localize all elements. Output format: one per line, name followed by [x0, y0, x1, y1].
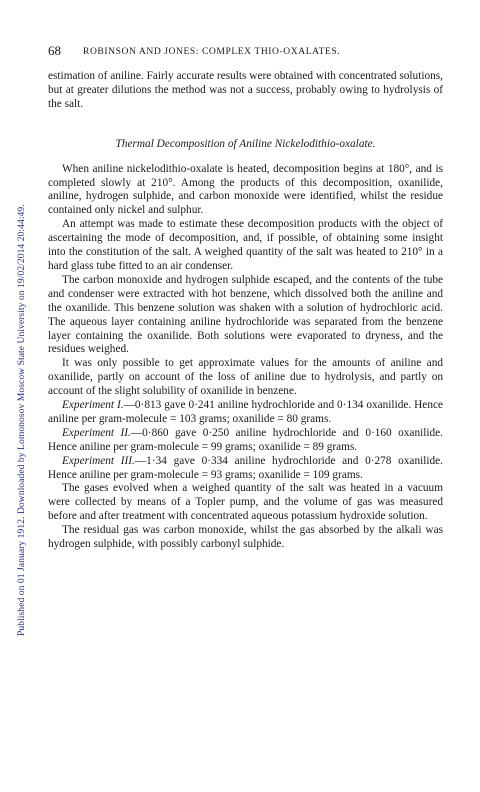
paragraph-approximate-values: It was only possible to get approximate values for the amounts of aniline and oxanilide, partly on account of the loss of aniline due to hydrolysis, and partly on account of the slight solubility of oxanilide in benzene.	[48, 357, 443, 398]
experiment-1-label: Experiment I.	[62, 399, 124, 412]
paragraph-decomposition: When aniline nickelodithio-oxalate is heated, decomposition begins at 180°, and is completed slowly at 210°. Among the products of this decomposition, oxanilide, aniline, hydrogen sulphide, and carbon monoxide were identified, whilst the residue contained only nickel and sulphur.	[48, 162, 443, 217]
experiment-3-label: Experiment III.	[62, 454, 135, 467]
experiment-2-label: Experiment II.	[62, 426, 131, 439]
experiment-1	[48, 399, 443, 427]
experiment-2-text: —0·860 gave 0·250 aniline hydrochloride and 0·160 oxanilide. Hence aniline per gram-molecule = 99 grams; oxanilide = 89 grams.	[48, 426, 443, 453]
running-header	[48, 44, 443, 60]
running-title: ROBINSON AND JONES: COMPLEX THIO-OXALATES.	[83, 46, 341, 57]
download-watermark	[4, 36, 27, 636]
page-number: 68	[48, 43, 61, 58]
experiment-3	[48, 455, 443, 483]
paragraph-gases-evolved: The gases evolved when a weighed quantity of the salt was heated in a vacuum were collected by means of a Topler pump, and the volume of gas was measured before and after treatment with concentrated aqueous potassium hydroxide solution.	[48, 482, 443, 523]
watermark-text: Published on 01 January 1912. Downloaded by Lomonosov Moscow State University on 19/02/2014 20:44:49.	[16, 204, 27, 636]
paragraph-estimation-attempt: An attempt was made to estimate these decomposition products with the object of ascertaining the mode of decomposition, and, if possible, of obtaining some insight into the constitution of the salt. A weighed quantity of the salt was heated to 210° in a hard glass tube fitted to an air condenser.	[48, 218, 443, 272]
experiment-3-text: —1·34 gave 0·334 aniline hydrochloride and 0·278 oxanilide. Hence aniline per gram-molecule = 93 grams; oxanilide = 109 grams.	[48, 454, 443, 481]
experiment-2	[48, 427, 443, 455]
paragraph-residual-gas: The residual gas was carbon monoxide, whilst the gas absorbed by the alkali was hydrogen sulphide, with possibly carbonyl sulphide.	[48, 524, 443, 551]
experiment-1-text: —0·813 gave 0·241 aniline hydrochloride and 0·134 oxanilide. Hence aniline per gram-molecule = 103 grams; oxanilide = 80 grams.	[48, 399, 443, 425]
article-body	[48, 70, 443, 552]
intro-paragraph: estimation of aniline. Fairly accurate results were obtained with concentrated solutions, but at greater dilutions the method was not a success, probably owing to hydrolysis of the salt.	[48, 70, 443, 110]
section-heading: Thermal Decomposition of Aniline Nickelodithio-oxalate.	[115, 137, 376, 150]
paragraph-extraction: The carbon monoxide and hydrogen sulphide escaped, and the contents of the tube and condenser were extracted with hot benzene, which dissolved both the aniline and the oxanilide. This benzene solution was shaken with a solution of hydrochloric acid. The aqueous layer containing aniline hydrochloride was separated from the benzene layer containing the oxanilide. Both solutions were evaporated to dryness, and the residues weighed.	[48, 273, 443, 356]
